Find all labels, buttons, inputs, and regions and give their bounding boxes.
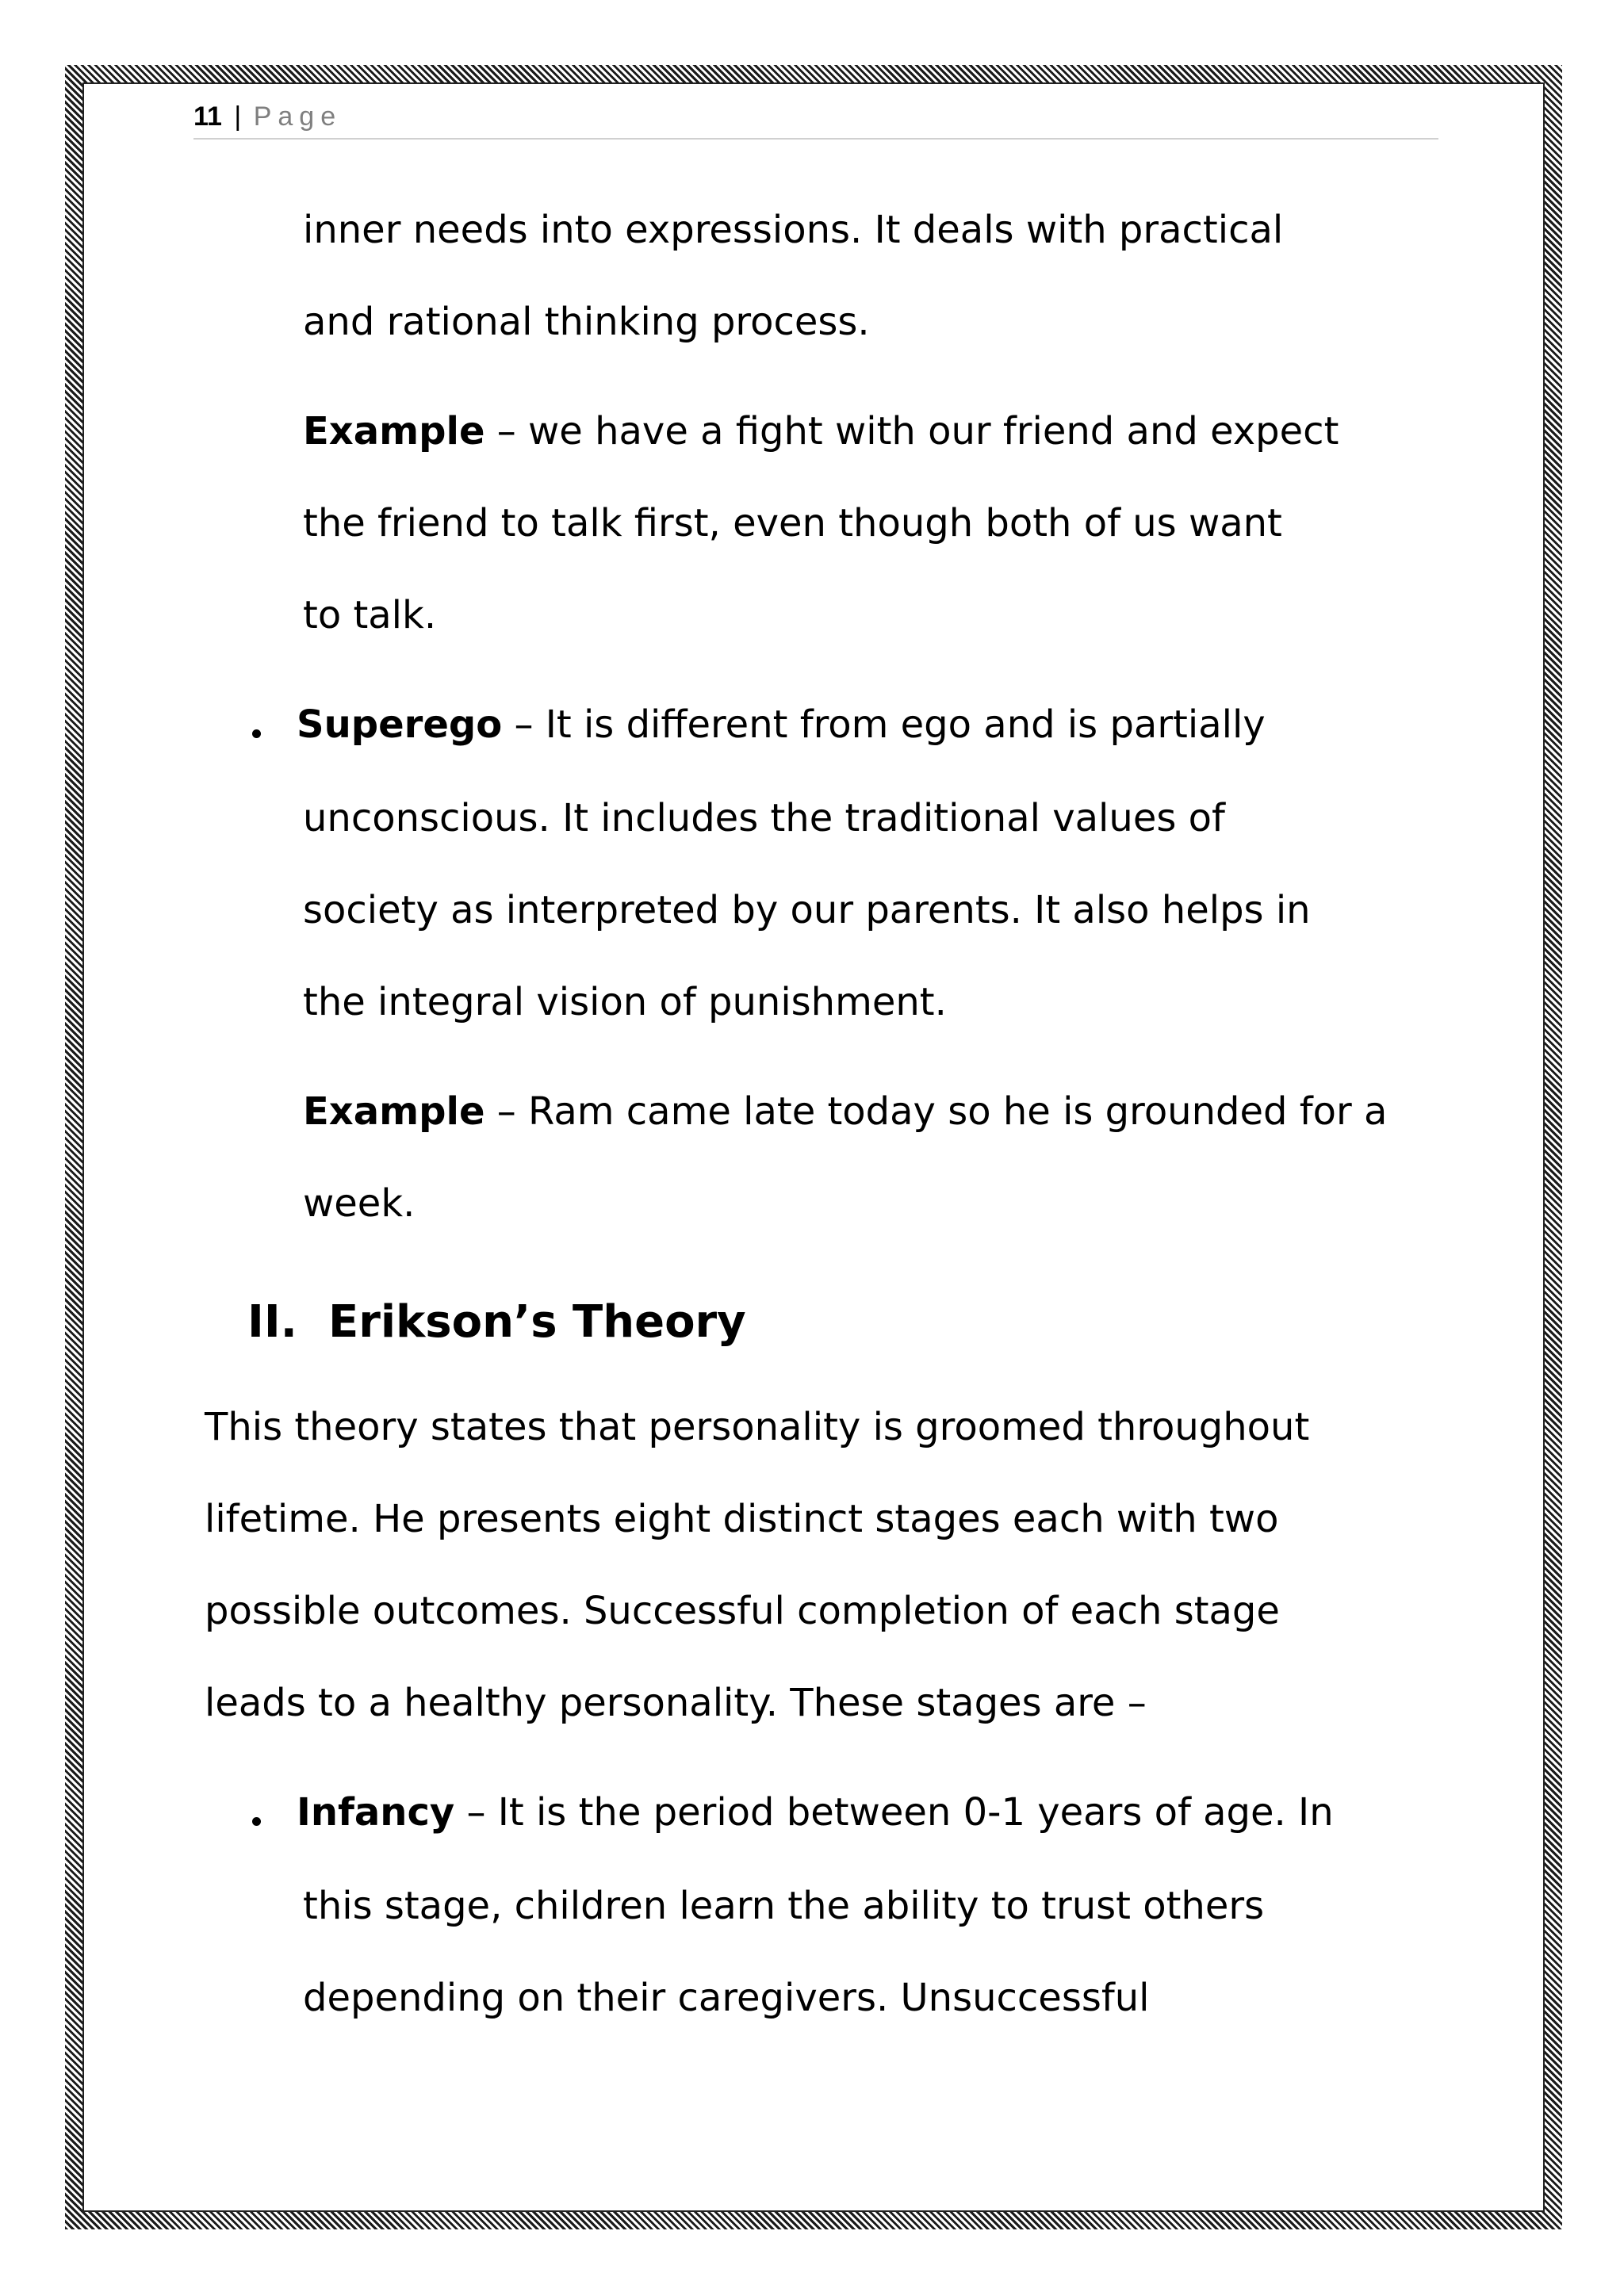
infancy-term: Infancy xyxy=(297,1790,455,1835)
ego-example-line-2: the friend to talk first, even though both of us want xyxy=(303,501,1282,545)
infancy-bullet xyxy=(252,1817,261,1826)
superego-line-2: unconscious. It includes the traditional values of xyxy=(303,796,1225,840)
page-word: Page xyxy=(253,101,343,132)
superego-line-1 xyxy=(297,679,1266,771)
header-separator: | xyxy=(234,101,242,132)
erikson-intro-line-3: possible outcomes. Successful completion of each stage xyxy=(205,1589,1280,1633)
erikson-intro-line-4: leads to a healthy personality. These stages are – xyxy=(205,1681,1147,1725)
infancy-line-2: this stage, children learn the ability to trust others xyxy=(303,1884,1265,1928)
erikson-intro-line-1: This theory states that personality is groomed throughout xyxy=(205,1405,1310,1449)
superego-text: – It is different from ego and is partially xyxy=(502,702,1266,747)
superego-term: Superego xyxy=(297,702,503,747)
page-header xyxy=(193,98,1438,140)
infancy-text: – It is the period between 0-1 years of age. In xyxy=(454,1790,1334,1835)
ego-line-1: inner needs into expressions. It deals with practical xyxy=(303,208,1284,252)
page-number: 11 xyxy=(193,101,222,132)
superego-bullet xyxy=(252,729,261,738)
superego-example-line-1 xyxy=(303,1066,1387,1158)
erikson-intro-line-2: lifetime. He presents eight distinct stages each with two xyxy=(205,1497,1279,1541)
ego-example-label: Example xyxy=(303,409,485,453)
superego-example-line-2: week. xyxy=(303,1181,416,1226)
infancy-line-1 xyxy=(297,1766,1334,1858)
ego-line-2: and rational thinking process. xyxy=(303,300,870,344)
infancy-line-3: depending on their caregivers. Unsuccessful xyxy=(303,1976,1150,2020)
ego-example-text: – we have a fight with our friend and expect xyxy=(485,409,1339,453)
ego-example-line-1 xyxy=(303,385,1339,477)
superego-line-4: the integral vision of punishment. xyxy=(303,980,947,1024)
superego-line-3: society as interpreted by our parents. It also helps in xyxy=(303,888,1311,932)
superego-example-text: – Ram came late today so he is grounded for a xyxy=(485,1089,1388,1134)
section-heading xyxy=(247,1291,746,1354)
section-title: Erikson’s Theory xyxy=(327,1296,746,1348)
superego-example-label: Example xyxy=(303,1089,485,1134)
section-numeral: II. xyxy=(247,1296,297,1348)
ego-example-line-3: to talk. xyxy=(303,593,437,637)
